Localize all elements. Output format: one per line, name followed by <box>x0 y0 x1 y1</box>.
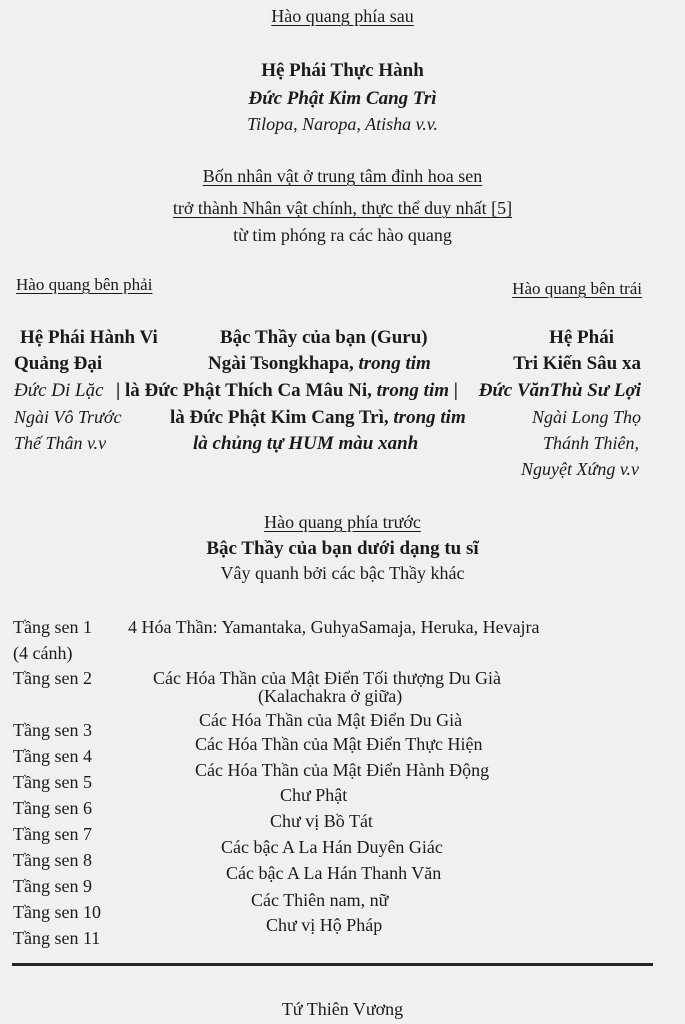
left-field-heading: Hào quang bên trái <box>512 279 642 298</box>
tier-text: Các Hóa Thần của Mật Điển Tối thượng Du Già <box>153 668 502 688</box>
tier-text: Chư Phật <box>280 785 348 805</box>
mid-col-line-1: Bậc Thầy của bạn (Guru) <box>220 327 428 348</box>
back-heading: Hào quang phía sau <box>271 6 414 26</box>
mid-col-line-3-name: là Đức Phật Thích Ca Mâu Ni, <box>120 380 377 401</box>
tier-label: Tầng sen 5 <box>13 772 92 792</box>
tier-row <box>0 617 685 643</box>
mid-col-line-2-name: Ngài Tsongkhapa, <box>208 353 359 374</box>
mid-col-line-4-note: trong tim <box>393 407 466 428</box>
horizontal-rule <box>12 963 653 966</box>
front-heading: Hào quang phía trước <box>264 512 421 532</box>
tier-text: Các bậc A La Hán Thanh Văn <box>226 863 442 883</box>
tier-label: Tầng sen 9 <box>13 876 92 896</box>
center-line-2: trở thành Nhân vật chính, thực thể duy nhất [5] <box>172 198 513 218</box>
tier-label: Tầng sen 7 <box>13 824 92 844</box>
mid-col-line-2 <box>208 353 431 375</box>
tier-row <box>0 915 685 954</box>
center-line-1: Bốn nhân vật ở trung tâm đỉnh hoa sen <box>202 166 483 186</box>
left-col-line-2: Quảng Đại <box>14 353 103 374</box>
tier-label: Tầng sen 8 <box>13 850 92 870</box>
tier-label: (4 cánh) <box>13 643 73 663</box>
tier-label: Tầng sen 6 <box>13 798 92 818</box>
right-col-line-3: Đức VănThù Sư Lợi <box>478 380 641 401</box>
front-subtitle: Vây quanh bởi các bậc Thầy khác <box>220 563 465 583</box>
back-lineage: Hệ Phái Thực Hành <box>261 60 424 81</box>
mid-col-separator-1: | <box>116 380 121 401</box>
mid-col-line-5: là chủng tự HUM màu xanh <box>193 433 419 454</box>
right-col-line-2: Tri Kiến Sâu xa <box>513 353 641 374</box>
mid-col-line-2-note: trong tim <box>358 353 431 374</box>
mid-col-line-3 <box>116 380 458 402</box>
tier-text: Các Hóa Thần của Mật Điển Thực Hiện <box>195 734 483 754</box>
tier-label: Tầng sen 1 <box>13 617 92 637</box>
left-col-line-1: Hệ Phái Hành Vi <box>20 327 158 348</box>
tier-label: Tầng sen 10 <box>13 902 101 922</box>
right-col-line-5: Thánh Thiên, <box>542 433 639 453</box>
mid-col-line-4-name: là Đức Phật Kim Cang Trì, <box>170 407 394 428</box>
left-col-line-3: Đức Di Lặc <box>14 380 104 401</box>
tier-label: Tầng sen 11 <box>13 928 101 948</box>
tier-label: Tầng sen 3 <box>13 720 92 740</box>
back-masters: Tilopa, Naropa, Atisha v.v. <box>247 114 438 134</box>
right-col-line-4: Ngài Long Thọ <box>531 407 641 427</box>
tier-row <box>0 643 685 669</box>
tier-text: Các bậc A La Hán Duyên Giác <box>221 837 443 857</box>
tier-label: Tầng sen 2 <box>13 668 92 688</box>
right-field-heading: Hào quang bên phải <box>16 275 153 294</box>
tier-text: (Kalachakra ở giữa) <box>258 686 403 706</box>
left-col-line-4: Ngài Vô Trước <box>14 407 122 427</box>
tier-label: Tầng sen 4 <box>13 746 92 766</box>
front-title: Bậc Thầy của bạn dưới dạng tu sĩ <box>206 538 479 559</box>
mid-col-separator-2: | <box>449 380 458 401</box>
center-line-3: từ tim phóng ra các hào quang <box>233 225 452 245</box>
mid-col-line-3-note: trong tim <box>376 380 449 401</box>
back-buddha: Đức Phật Kim Cang Trì <box>248 88 437 109</box>
tier-row <box>0 686 685 712</box>
tier-text: Các Hóa Thần của Mật Điển Hành Động <box>195 760 490 780</box>
tier-text: Chư vị Bồ Tát <box>270 811 373 831</box>
footer-text: Tứ Thiên Vương <box>281 999 404 1019</box>
right-col-line-6: Nguyệt Xứng v.v <box>521 459 639 479</box>
tier-text: Các Thiên nam, nữ <box>251 890 389 910</box>
tier-text: Các Hóa Thần của Mật Điển Du Già <box>199 710 463 730</box>
right-col-line-1: Hệ Phái <box>549 327 614 348</box>
mid-col-line-4 <box>170 407 466 429</box>
left-col-line-5: Thế Thân v.v <box>14 433 107 453</box>
tier-text: 4 Hóa Thần: Yamantaka, GuhyaSamaja, Heruka, Hevajra <box>128 617 540 637</box>
tier-text: Chư vị Hộ Pháp <box>266 915 383 935</box>
